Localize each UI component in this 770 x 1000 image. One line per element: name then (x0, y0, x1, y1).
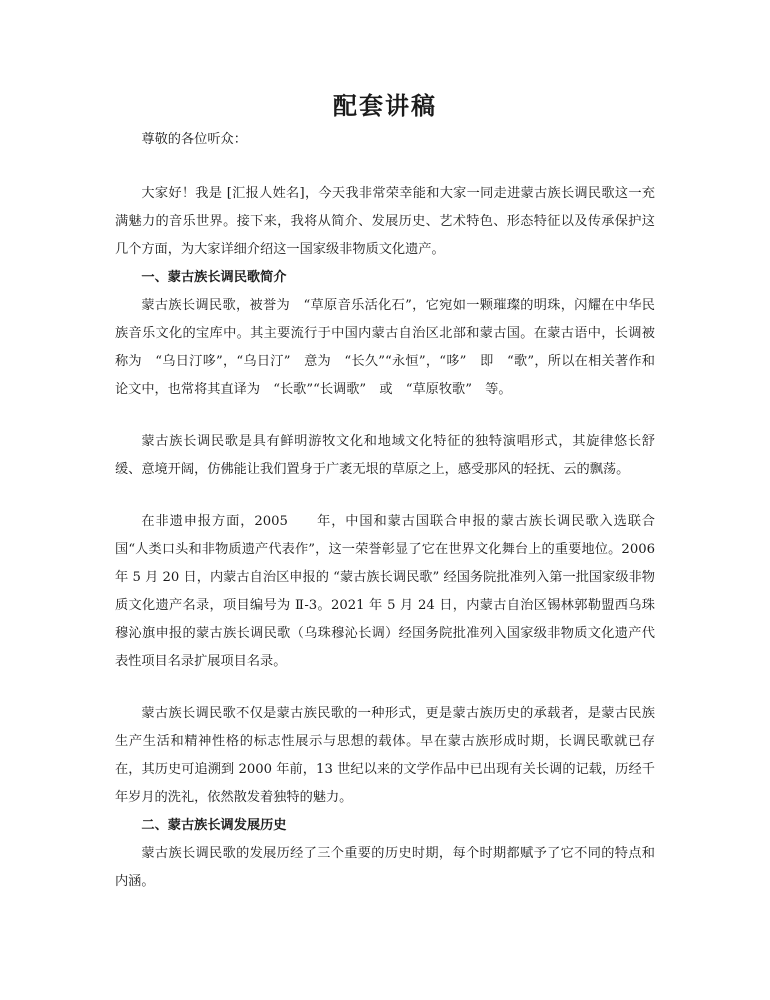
greeting: 尊敬的各位听众： (141, 132, 247, 147)
page-title: 配套讲稿 (333, 91, 437, 120)
paragraph-style: 蒙古族长调民歌是具有鲜明游牧文化和地域文化特征的独特演唱形式，其旋律悠长舒缓、意境开阔，仿佛能让我们置身于广袤无垠的草原之上，感受那风的轻抚、云的飘荡。 (115, 434, 655, 477)
paragraph-heritage: 在非遗申报方面，2005 年，中国和蒙古国联合申报的蒙古族长调民歌入选联合国“人类口头和非物质遗产代表作”，这一荣誉彰显了它在世界文化舞台上的重要地位。2006 年 5 月 20 日，内蒙古自治区申报的 “蒙古族长调民歌” 经国务院批准列入第一批国家级非物质文化遗产名录，项目编号为 Ⅱ-3。2021 年 5 月 24 日，内蒙古自治区锡林郭勒盟西乌珠穆沁旗申报的蒙古族长调民歌（乌珠穆沁长调）经国务院批准列入国家级非物质文化遗产代表性项目名录扩展项目名录。 (115, 514, 655, 669)
paragraph-history: 蒙古族长调民歌不仅是蒙古族民歌的一种形式，更是蒙古族历史的承载者，是蒙古民族生产生活和精神性格的标志性展示与思想的载体。早在蒙古族形成时期，长调民歌就已存在，其历史可追溯到 2000 年前，13 世纪以来的文学作品中已出现有关长调的记载，历经千年岁月的洗礼，依然散发着独特的魅力。 (115, 706, 655, 805)
paragraph-overview: 蒙古族长调民歌，被誉为 “草原音乐活化石”，它宛如一颗璀璨的明珠，闪耀在中华民族音乐文化的宝库中。其主要流行于中国内蒙古自治区北部和蒙古国。在蒙古语中，长调被称为 “乌日汀哆”，“乌日汀” 意为 “长久”“永恒”，“哆” 即 “歌”，所以在相关著作和论文中，也常将其直译为 “长歌”“长调歌” 或 “草原牧歌” 等。 (115, 298, 655, 397)
section-heading-2: 二、蒙古族长调发展历史 (141, 818, 287, 833)
intro-paragraph: 大家好！我是 [汇报人姓名]，今天我非常荣幸能和大家一同走进蒙古族长调民歌这一充满魅力的音乐世界。接下来，我将从简介、发展历史、艺术特色、形态特征以及传承保护这几个方面，为大家详细介绍这一国家级非物质文化遗产。 (115, 186, 655, 257)
document-body (115, 126, 655, 896)
paragraph-periods: 蒙古族长调民歌的发展历经了三个重要的历史时期，每个时期都赋予了它不同的特点和内涵。 (115, 846, 655, 889)
section-heading-1: 一、蒙古族长调民歌简介 (141, 270, 287, 285)
